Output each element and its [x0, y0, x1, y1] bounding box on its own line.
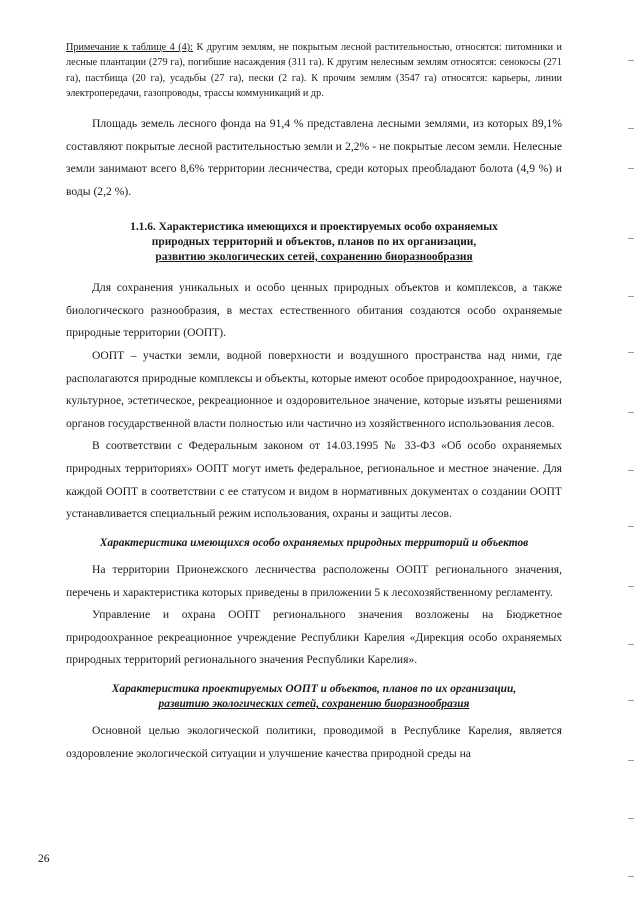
paragraph-prionezhsky: На территории Прионежского лесничества расположены ООПТ регионального значения, перечень и характеристика которых приведены в приложении 5 к лесохозяйственному регламенту.: [66, 562, 562, 599]
edge-mark: [628, 352, 634, 353]
page-number: 26: [38, 853, 50, 865]
edge-mark: [628, 238, 634, 239]
edge-mark: [628, 296, 634, 297]
paragraph-oopt-purpose: Для сохранения уникальных и особо ценных природных объектов и комплексов, а также биологического разнообразия, в местах естественного обитания создаются особо охраняемые природные территории (ООПТ).: [66, 281, 562, 340]
edge-mark: [628, 876, 634, 877]
paragraph-federal-law: В соответствии с Федеральным законом от 14.03.1995 № 33-ФЗ «Об особо охраняемых природных территориях» ООПТ могут иметь федеральное, региональное и местное значение. Для каждой ООПТ в соответствии с ее статусом и видом в нормативных документах о создании ООПТ устанавливается специальный режим использования, охраны и защиты лесов.: [66, 439, 562, 521]
document-page: [66, 40, 562, 765]
subheading-planned-oopt: [66, 682, 562, 712]
edge-mark: [628, 168, 634, 169]
subheading-planned-oopt-line-1: Характеристика проектируемых ООПТ и объектов, планов по их организации,: [111, 682, 517, 695]
scan-edge-marks: [626, 0, 634, 905]
edge-mark: [628, 818, 634, 819]
section-heading-line-1: 1.1.6. Характеристика имеющихся и проектируемых особо охраняемых: [130, 220, 498, 233]
edge-mark: [628, 644, 634, 645]
paragraph-management: Управление и охрана ООПТ регионального значения возложены на Бюджетное природоохранное рекреационное учреждение Республики Карелия «Дирекция особо охраняемых природных территорий регионального значения Республики Карелия».: [66, 608, 562, 667]
edge-mark: [628, 760, 634, 761]
table-note-heading: Примечание к таблице 4 (4):: [66, 42, 193, 53]
edge-mark: [628, 128, 634, 129]
section-heading: [66, 220, 562, 266]
edge-mark: [628, 526, 634, 527]
subheading-existing-oopt-text: Характеристика имеющихся особо охраняемых природных территорий и объектов: [99, 536, 529, 549]
paragraph-ecological-policy: Основной целью экологической политики, проводимой в Республике Карелия, является оздоровление экологической ситуации и улучшение качества природной среды на: [66, 724, 562, 760]
edge-mark: [628, 586, 634, 587]
edge-mark: [628, 412, 634, 413]
edge-mark: [628, 470, 634, 471]
section-heading-line-3: развитию экологических сетей, сохранению биоразнообразия: [155, 250, 473, 263]
paragraph-oopt-definition: ООПТ – участки земли, водной поверхности и воздушного пространства над ними, где располагаются природные комплексы и объекты, которые имеют особое природоохранное, научное, культурное, эстетическое, рекреационное и оздоровительное значение, которые изъяты решениями органов государственной власти полностью или частично из хозяйственного использования лесов.: [66, 348, 562, 430]
paragraph-land-area: Площадь земель лесного фонда на 91,4 % представлена лесными землями, из которых 89,1% составляют покрытые лесной растительностью земли и 2,2% - не покрытые лесом земли. Нелесные земли занимают всего 8,6% территории лесничества, среди которых преобладают болота (4,9 %) и воды (2,2 %).: [66, 117, 562, 198]
edge-mark: [628, 700, 634, 701]
section-heading-line-2: природных территорий и объектов, планов по их организации,: [151, 235, 477, 248]
table-note-text: К другим землям, не покрытым лесной растительностью, относятся: питомники и лесные плантации (279 га), погибшие насаждения (311 га). К другим нелесным землям относятся: сенокосы (271 га), пастбища (20 га), усадьбы (27 га), пески (2 га). К прочим землям (3547 га) относятся: карьеры, линии электропередачи, газопроводы, трассы коммуникаций и др.: [66, 42, 562, 99]
table-note: [66, 40, 562, 101]
subheading-existing-oopt: [66, 536, 562, 551]
subheading-planned-oopt-line-2: развитию экологических сетей, сохранению биоразнообразия: [158, 698, 470, 711]
edge-mark: [628, 60, 634, 61]
